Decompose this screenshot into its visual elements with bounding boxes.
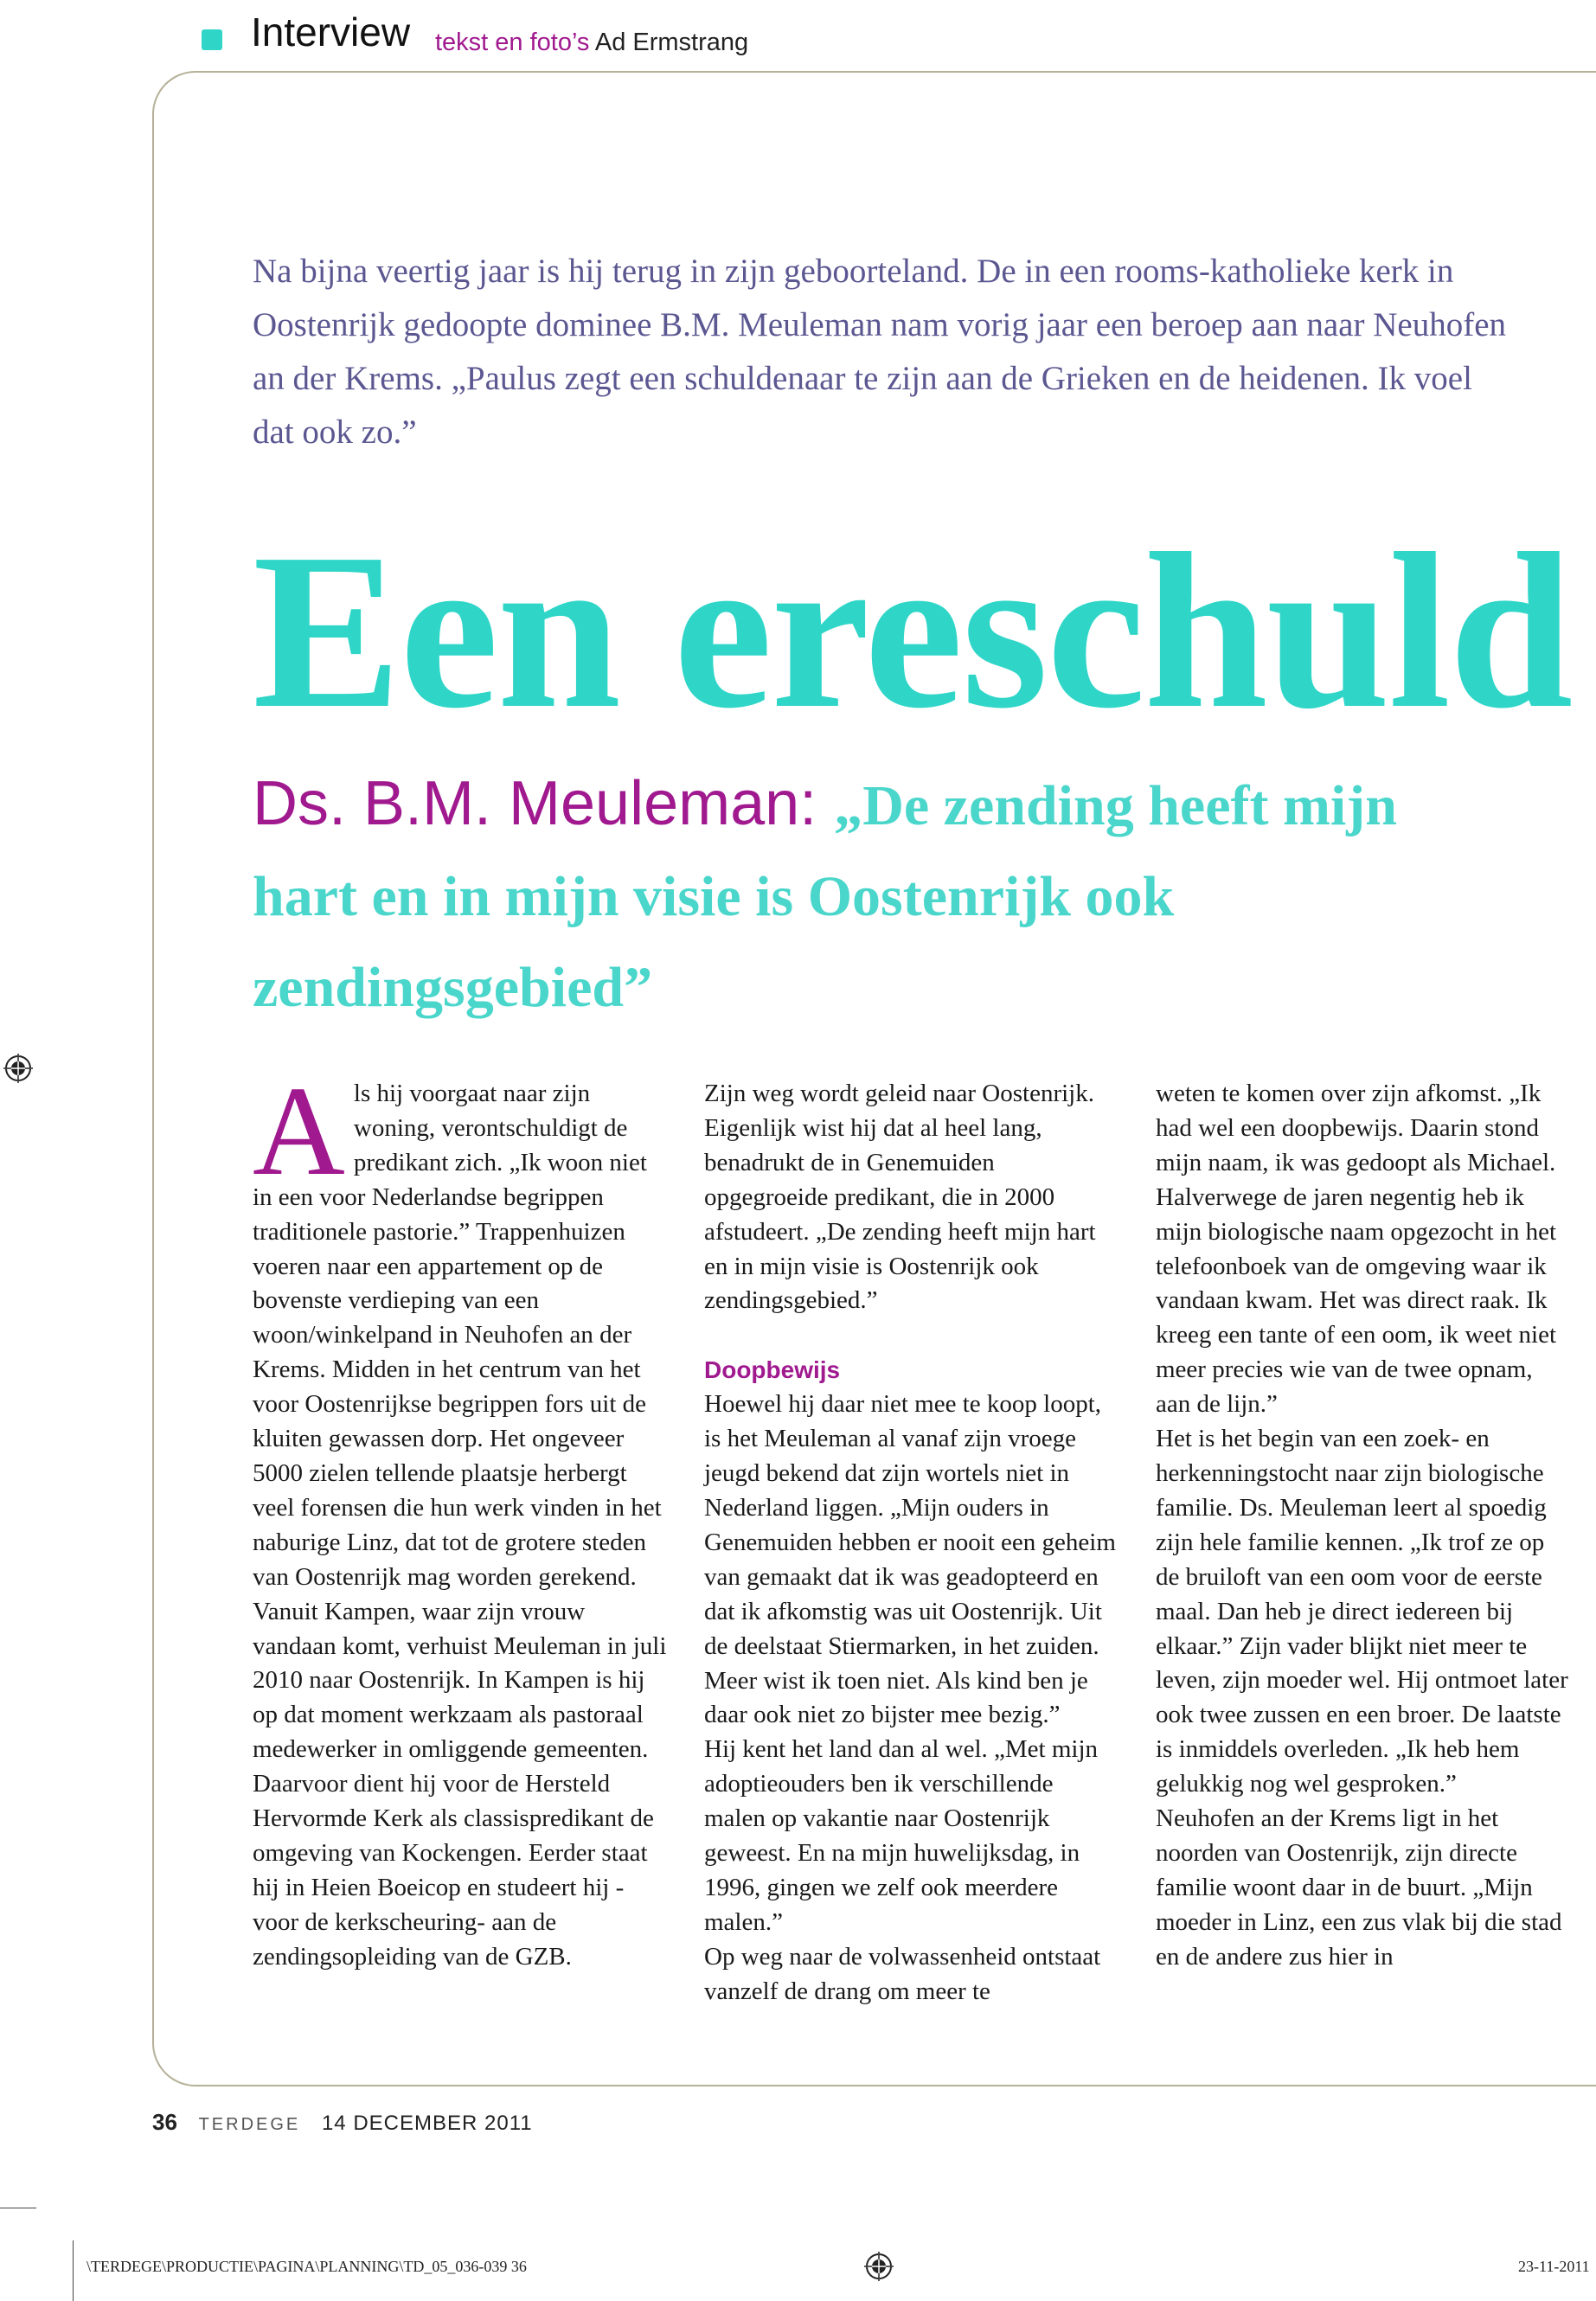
byline bbox=[435, 30, 748, 55]
registration-mark-icon bbox=[3, 1054, 33, 1083]
intro-text: Na bijna veertig jaar is hij terug in zijn geboorteland. De in een rooms-katholieke kerk in Oostenrijk gedoopte dominee B.M. Meuleman nam vorig jaar een beroep aan naar Neuhofen an der Krems. „Paulus zegt een schuldenaar te zijn aan de Grieken en de heidenen. Ik voel dat ook zo.” bbox=[253, 253, 1506, 451]
issue-date: 14 DECEMBER 2011 bbox=[321, 2112, 533, 2135]
page-number: 36 bbox=[152, 2109, 177, 2135]
column-2-paragraph-3: Hij kent het land dan al wel. „Met mijn adoptieouders ben ik verschillende malen op vakantie naar Oostenrijk geweest. En na mijn huwelijksdag, in 1996, gingen we zelf ook meerdere malen.” bbox=[704, 1735, 1099, 1936]
article-subtitle bbox=[253, 766, 1516, 1041]
magazine-name: TERDEGE bbox=[198, 2115, 301, 2134]
drop-cap: A bbox=[253, 1061, 345, 1202]
byline-author: Ad Ermstrang bbox=[594, 29, 749, 56]
print-slug: \TERDEGE\PRODUCTIE\PAGINA\PLANNING\TD_05_036-039 36 bbox=[87, 2258, 527, 2275]
column-3-paragraph-1: weten te komen over zijn afkomst. „Ik had wel een doopbewijs. Daarin stond mijn naam, ik was gedoopt als Michael. Halverwege de jaren negentig heb ik mijn biologische naam opgezocht in het telefoonboek van de omgeving waar ik vandaan kwam. Het was direct raak. Ik kreeg een tante of een oom, ik weet niet meer precies wie van de twee opnam, aan de lijn.” bbox=[1156, 1080, 1557, 1419]
registration-mark-icon bbox=[864, 2252, 894, 2281]
article-column-1 bbox=[253, 1061, 668, 1975]
crop-mark bbox=[73, 2240, 74, 2301]
print-date: 23-11-2011 bbox=[1518, 2258, 1590, 2275]
column-1-text: ls hij voorgaat naar zijn woning, verontschuldigt de predikant zich. „Ik woon niet in een voor Nederlandse begrippen traditionele pastorie.” Trappenhuizen voeren naar een appartement op de bovenste verdieping van een woon/winkelpand in Neuhofen an der Krems. Midden in het centrum van het voor Oostenrijkse begrippen fors uit de kluiten gewassen dorp. Het ongeveer 5000 zielen tellende plaatsje herbergt veel forensen die hun werk vinden in het naburige Linz, dat tot de grotere steden van Oostenrijk mag worden gerekend. Vanuit Kampen, waar zijn vrouw vandaan komt, verhuist Meuleman in juli 2010 naar Oostenrijk. In Kampen is hij op dat moment werkzaam als pastoraal medewerker in omliggende gemeenten. Daarvoor dient hij voor de Hersteld Hervormde Kerk als classispredikant de omgeving van Kockengen. Eerder staat hij in Heien Boeicop en studeert hij -voor de kerkscheuring- aan de zendingsopleiding van de GZB. bbox=[253, 1080, 667, 1971]
subheading: Doopbewijs bbox=[704, 1356, 841, 1384]
column-3-paragraph-2: Het is het begin van een zoek- en herkenningstocht naar zijn biologische familie. Ds. Meuleman leert al spoedig zijn hele familie kennen. „Ik trof ze op de bruiloft van een oom voor de eerste maal. Dan heb je direct iedereen bij elkaar.” Zijn vader blijkt niet meer te leven, zijn moeder wel. Hij ontmoet later ook twee zussen en een broer. De laatste is inmiddels overleden. „Ik heb hem gelukkig nog wel gesproken.” bbox=[1156, 1425, 1568, 1798]
article-title: Een ereschuld bbox=[253, 507, 1572, 754]
page-footer bbox=[152, 2111, 533, 2134]
subtitle-speaker: Ds. B.M. Meuleman: bbox=[253, 769, 835, 838]
subtitle-quote: „De zending heeft mijn hart en in mijn visie is Oostenrijk ook zendingsgebied” bbox=[253, 774, 1397, 1019]
intro-paragraph bbox=[253, 245, 1516, 459]
article-column-3 bbox=[1156, 1077, 1571, 1975]
column-2-paragraph-4: Op weg naar de volwassenheid ontstaat vanzelf de drang om meer te bbox=[704, 1942, 1101, 2005]
column-2-paragraph-2: Hoewel hij daar niet mee te koop loopt, is het Meuleman al vanaf zijn vroege jeugd bekend dat zijn wortels niet in Nederland liggen. „Mijn ouders in Genemuiden hebben er nooit een geheim van gemaakt dat ik was geadopteerd en dat ik afkomstig was uit Oostenrijk. Uit de deelstaat Stiermarken, in het zuiden. Meer wist ik toen niet. Als kind ben je daar ook niet zo bijster mee bezig.” bbox=[704, 1390, 1116, 1729]
column-1-paragraph bbox=[253, 1061, 668, 1975]
column-3-paragraph-3: Neuhofen an der Krems ligt in het noorden van Oostenrijk, zijn directe familie woont daar in de buurt. „Mijn moeder in Linz, een zus vlak bij die stad en de andere zus hier in bbox=[1156, 1804, 1562, 1971]
section-marker bbox=[202, 29, 222, 50]
section-label: Interview bbox=[251, 10, 411, 54]
article-column-2 bbox=[704, 1077, 1119, 2009]
byline-role: tekst en foto’s bbox=[435, 29, 590, 56]
column-2-paragraph-1: Zijn weg wordt geleid naar Oostenrijk. Eigenlijk wist hij dat al heel lang, benadrukt de in Genemuiden opgegroeide predikant, die in 2000 afstudeert. „De zending heeft mijn hart en in mijn visie is Oostenrijk ook zendingsgebied.” bbox=[704, 1080, 1096, 1315]
